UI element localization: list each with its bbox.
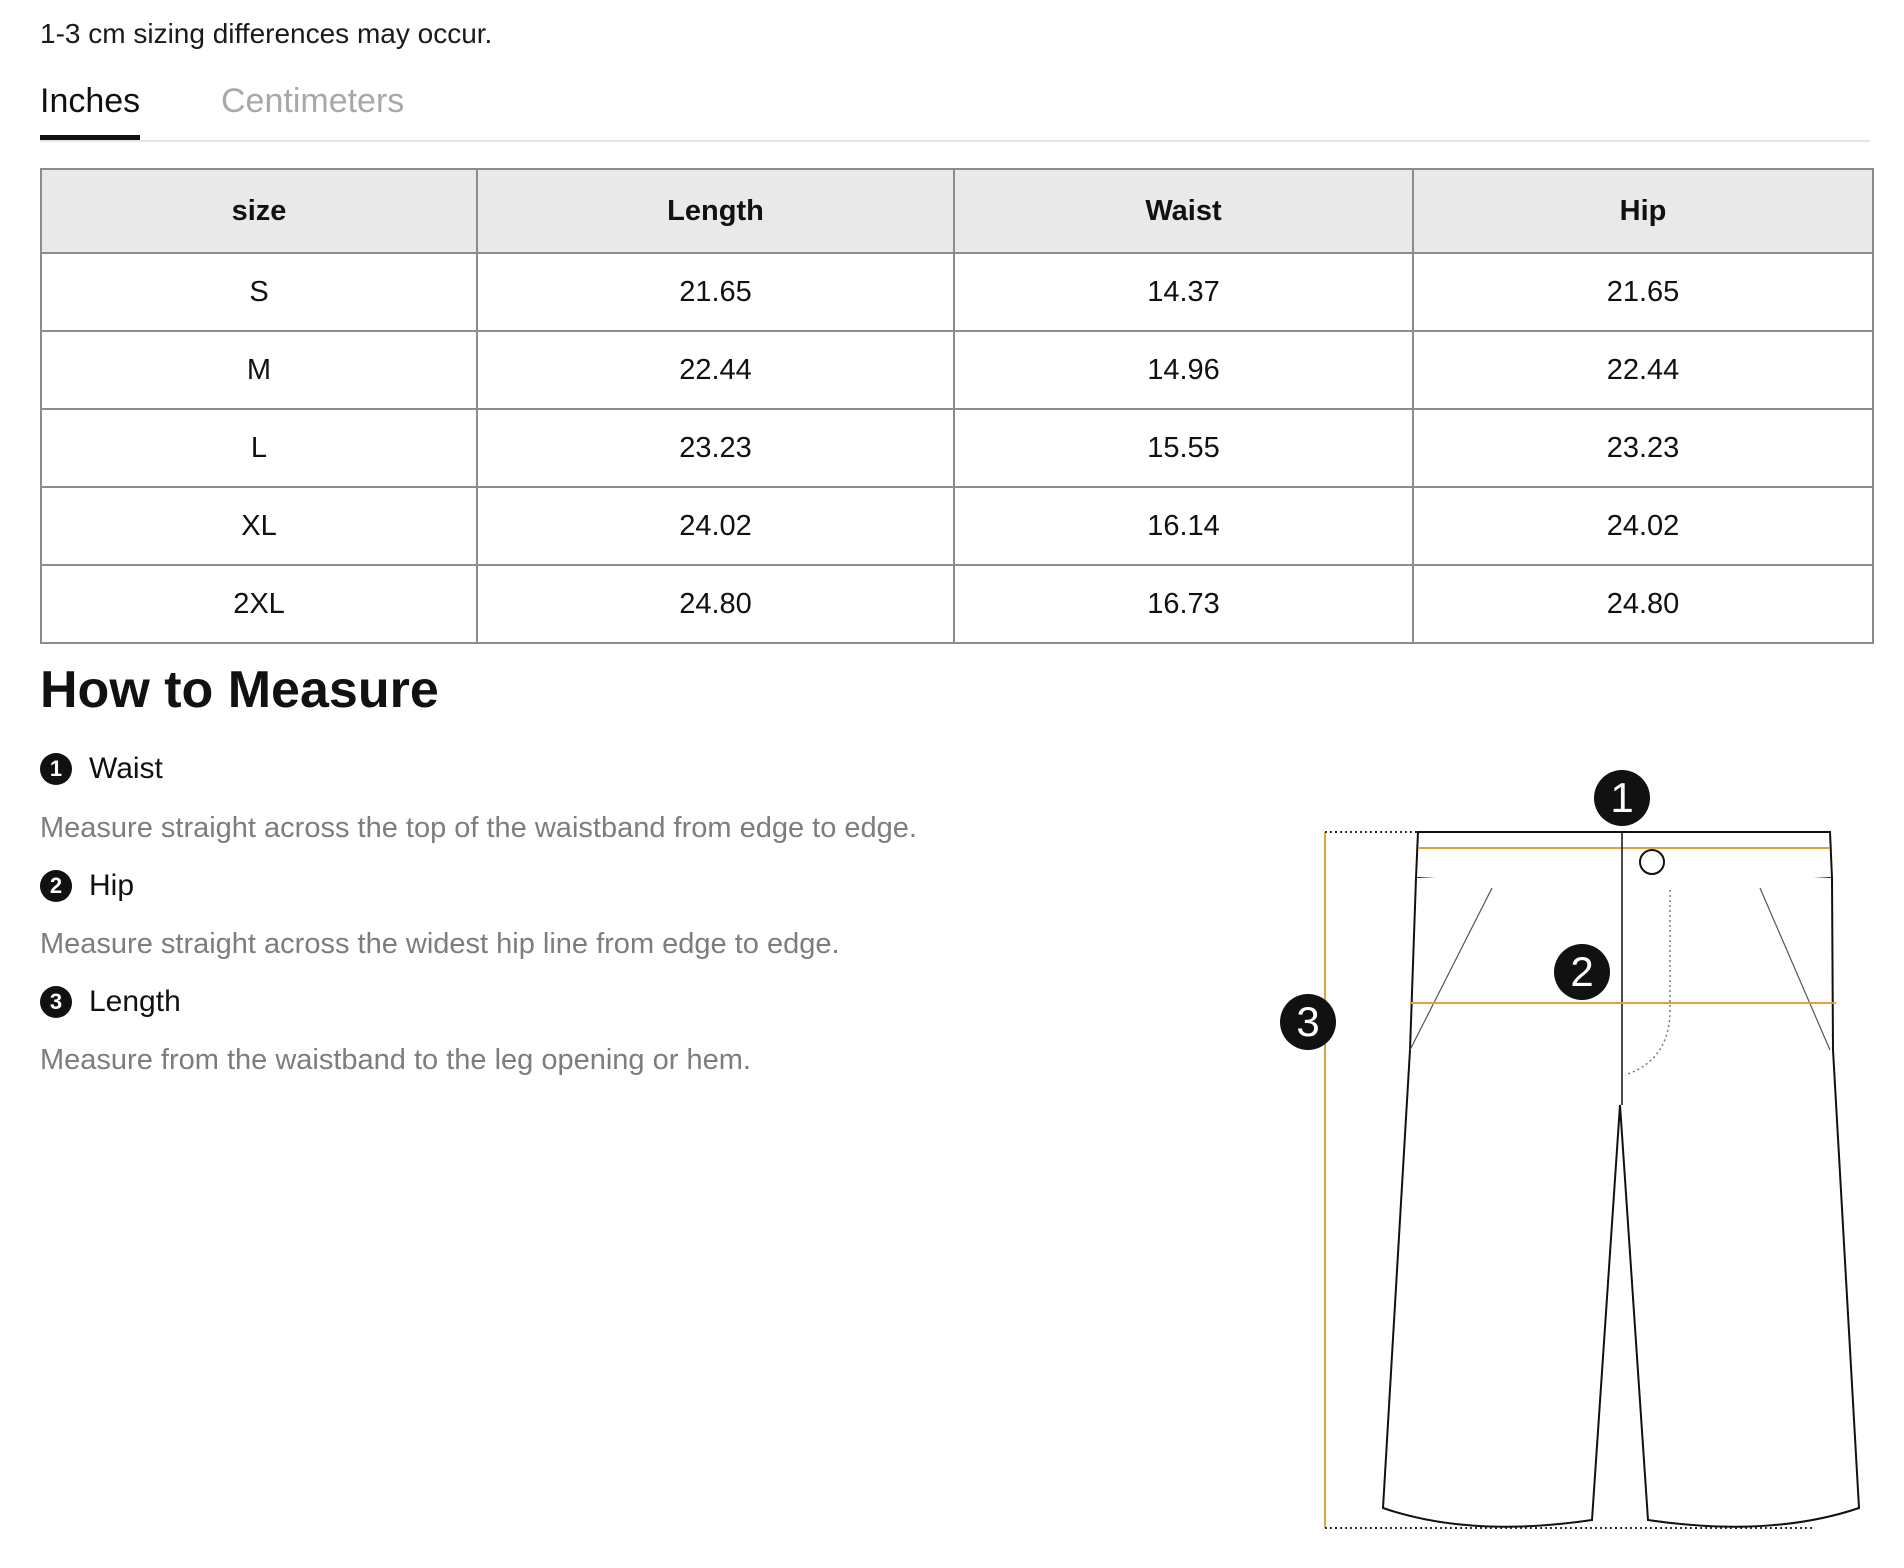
- marker-three-label: 3: [1296, 998, 1320, 1045]
- table-cell-size: XL: [41, 487, 477, 565]
- table-cell-waist: 16.14: [954, 487, 1413, 565]
- table-cell-size: 2XL: [41, 565, 477, 643]
- size-chart-table: [40, 168, 1874, 644]
- waistband-outline: [1416, 832, 1832, 884]
- table-cell-hip: 23.23: [1413, 409, 1873, 487]
- marker-one-label: 1: [1610, 774, 1634, 821]
- measure-item-description: Measure from the waistband to the leg opening or hem.: [40, 1044, 751, 1076]
- column-header-size: size: [41, 169, 477, 253]
- table-row: [41, 409, 1873, 487]
- table-row: [41, 331, 1873, 409]
- column-header-waist: Waist: [954, 169, 1413, 253]
- number-two-badge-icon: 2: [40, 870, 72, 902]
- tab-inches[interactable]: Inches: [40, 82, 140, 140]
- table-cell-length: 24.80: [477, 565, 954, 643]
- marker-two-icon: [1554, 944, 1610, 1000]
- measure-item-label: Hip: [89, 869, 135, 902]
- table-cell-size: L: [41, 409, 477, 487]
- how-to-measure-heading: How to Measure: [40, 661, 439, 719]
- table-cell-waist: 14.37: [954, 253, 1413, 331]
- measure-item-description: Measure straight across the top of the waistband from edge to edge.: [40, 812, 917, 844]
- marker-two-label: 2: [1570, 948, 1594, 995]
- table-cell-waist: 14.96: [954, 331, 1413, 409]
- table-cell-length: 23.23: [477, 409, 954, 487]
- measure-item-description: Measure straight across the widest hip line from edge to edge.: [40, 928, 840, 960]
- shorts-body-outline: [1383, 878, 1859, 1527]
- table-header-row: [41, 169, 1873, 253]
- table-cell-length: 24.02: [477, 487, 954, 565]
- table-cell-waist: 15.55: [954, 409, 1413, 487]
- table-row: [41, 253, 1873, 331]
- table-cell-length: 22.44: [477, 331, 954, 409]
- tab-centimeters[interactable]: Centimeters: [221, 82, 405, 120]
- column-header-hip: Hip: [1413, 169, 1873, 253]
- measure-item-waist: [40, 752, 163, 786]
- marker-three-icon: [1280, 994, 1336, 1050]
- measure-item-hip: [40, 869, 134, 903]
- column-header-length: Length: [477, 169, 954, 253]
- table-cell-hip: 22.44: [1413, 331, 1873, 409]
- number-one-badge-icon: 1: [40, 753, 72, 785]
- table-cell-size: M: [41, 331, 477, 409]
- measure-item-length: [40, 985, 181, 1019]
- table-cell-length: 21.65: [477, 253, 954, 331]
- number-three-badge-icon: 3: [40, 986, 72, 1018]
- button-icon: [1640, 850, 1664, 874]
- measure-item-label: Waist: [89, 752, 163, 785]
- shorts-measurement-diagram: [1270, 760, 1880, 1560]
- marker-one-icon: [1594, 770, 1650, 826]
- table-cell-hip: 21.65: [1413, 253, 1873, 331]
- table-cell-size: S: [41, 253, 477, 331]
- table-cell-hip: 24.80: [1413, 565, 1873, 643]
- table-row: [41, 565, 1873, 643]
- table-row: [41, 487, 1873, 565]
- table-cell-hip: 24.02: [1413, 487, 1873, 565]
- table-cell-waist: 16.73: [954, 565, 1413, 643]
- measure-item-label: Length: [89, 985, 181, 1018]
- unit-tabs: [40, 78, 1870, 142]
- sizing-disclaimer: 1-3 cm sizing differences may occur.: [40, 18, 493, 49]
